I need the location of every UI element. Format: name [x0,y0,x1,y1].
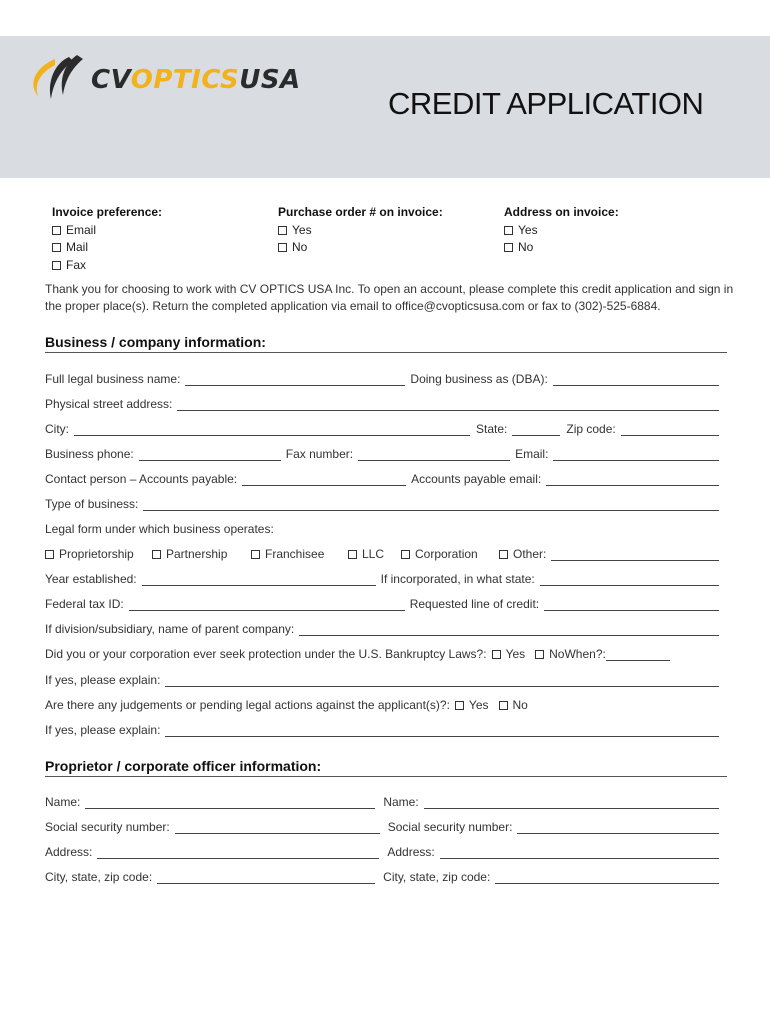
officer-ssn-label-2: Social security number: [387,820,513,834]
email-field[interactable] [553,449,719,461]
officer-address-label-1: Address: [45,845,93,859]
other-field[interactable] [551,549,719,561]
po-yes-option[interactable]: Yes [278,222,443,240]
officer-ssn-row [45,818,719,834]
po-no-option[interactable]: No [278,239,443,257]
dba-field[interactable] [553,374,719,386]
checkbox[interactable] [52,243,61,252]
street-field[interactable] [177,399,719,411]
contact-row [45,470,719,486]
bankruptcy-yes-option[interactable]: Yes [492,647,526,661]
city-field[interactable] [74,424,470,436]
ap-email-field[interactable] [546,474,719,486]
credit-line-field[interactable] [544,599,719,611]
legal-form-options-row [45,545,719,561]
tax-id-label: Federal tax ID: [45,597,124,611]
parent-company-label: If division/subsidiary, name of parent company: [45,622,295,636]
state-label: State: [476,422,508,436]
officer-name-field-2[interactable] [424,797,719,809]
checkbox[interactable] [504,226,513,235]
legal-name-row [45,370,719,386]
checkbox[interactable] [52,261,61,270]
when-label: When?: [564,647,606,661]
llc-option[interactable]: LLC [348,547,401,561]
officer-city-field-2[interactable] [495,872,719,884]
parent-company-row [45,620,719,636]
state-field[interactable] [512,424,560,436]
bankruptcy-label: Did you or your corporation ever seek protection under the U.S. Bankruptcy Laws?: [45,647,487,661]
officer-name-row [45,793,719,809]
po-preference-group [278,204,443,257]
judgements-yes-option[interactable]: Yes [455,698,489,712]
checkbox[interactable] [278,243,287,252]
checkbox[interactable] [45,550,54,559]
bankruptcy-explain-field[interactable] [165,675,719,687]
year-label: Year established: [45,572,137,586]
street-row [45,395,719,411]
officer-address-field-1[interactable] [97,847,379,859]
officer-address-label-2: Address: [387,845,435,859]
officer-city-label-1: City, state, zip code: [45,870,153,884]
checkbox[interactable] [348,550,357,559]
officer-ssn-field-2[interactable] [517,822,719,834]
legal-name-field[interactable] [185,374,405,386]
address-yes-option[interactable]: Yes [504,222,619,240]
when-field[interactable] [606,649,670,661]
checkbox[interactable] [52,226,61,235]
legal-form-row [45,520,719,536]
business-section-heading: Business / company information: [45,334,727,353]
incorporated-label: If incorporated, in what state: [380,572,535,586]
ap-email-label: Accounts payable email: [411,472,542,486]
tax-id-field[interactable] [129,599,405,611]
legal-name-label: Full legal business name: [45,372,181,386]
bankruptcy-explain-row [45,671,719,687]
tax-id-row [45,595,719,611]
swoosh-logo-icon [25,53,87,107]
business-type-row [45,495,719,511]
franchisee-option[interactable]: Franchisee [251,547,348,561]
officer-section-heading: Proprietor / corporate officer information: [45,758,727,777]
fax-label: Fax number: [285,447,354,461]
zip-field[interactable] [621,424,719,436]
proprietorship-option[interactable]: Proprietorship [45,547,152,561]
officer-city-label-2: City, state, zip code: [383,870,491,884]
corporation-option[interactable]: Corporation [401,547,499,561]
street-label: Physical street address: [45,397,173,411]
officer-name-label-1: Name: [45,795,81,809]
credit-line-label: Requested line of credit: [409,597,540,611]
dba-label: Doing business as (DBA): [410,372,548,386]
judgements-explain-field[interactable] [165,725,719,737]
judgements-explain-row [45,721,719,737]
business-type-field[interactable] [143,499,719,511]
city-row [45,420,719,436]
officer-city-row [45,868,719,884]
parent-company-field[interactable] [299,624,719,636]
officer-name-label-2: Name: [383,795,419,809]
officer-city-field-1[interactable] [157,872,375,884]
checkbox[interactable] [455,701,464,710]
officer-ssn-field-1[interactable] [175,822,380,834]
invoice-email-option[interactable]: Email [52,222,162,240]
officer-address-row [45,843,719,859]
legal-form-label: Legal form under which business operates: [45,522,274,536]
contact-label: Contact person – Accounts payable: [45,472,238,486]
invoice-fax-option[interactable]: Fax [52,257,162,275]
intro-paragraph: Thank you for choosing to work with CV OPTICS USA Inc. To open an account, please complete this credit application and sign in the proper place(s). Return the completed application via email to office@cvopticsusa.com or fax to (302)-525-6884. [45,282,734,313]
checkbox[interactable] [504,243,513,252]
page-title: CREDIT APPLICATION [388,86,704,121]
address-preference-heading: Address on invoice: [504,205,619,219]
company-logo [25,53,301,107]
checkbox[interactable] [251,550,260,559]
checkbox[interactable] [152,550,161,559]
bankruptcy-explain-label: If yes, please explain: [45,673,161,687]
invoice-preference-heading: Invoice preference: [52,205,163,219]
year-field[interactable] [142,574,376,586]
business-type-label: Type of business: [45,497,139,511]
bankruptcy-no-option[interactable]: No [535,647,564,661]
judgements-row [45,696,719,712]
other-option[interactable]: Other: [499,547,551,561]
officer-ssn-label-1: Social security number: [45,820,170,834]
checkbox[interactable] [499,550,508,559]
officer-name-field-1[interactable] [85,797,375,809]
logo-wordmark: CVOPTICSUSA [91,65,301,95]
checkbox[interactable] [278,226,287,235]
checkbox[interactable] [492,650,501,659]
year-row [45,570,719,586]
judgements-no-option[interactable]: No [499,698,528,712]
partnership-option[interactable]: Partnership [152,547,251,561]
bankruptcy-row [45,645,719,661]
phone-field[interactable] [139,449,281,461]
phone-row [45,445,719,461]
officer-address-field-2[interactable] [440,847,719,859]
zip-label: Zip code: [566,422,616,436]
address-preference-group [504,204,619,257]
incorporated-field[interactable] [540,574,719,586]
invoice-preference-group [52,204,162,274]
city-label: City: [45,422,69,436]
fax-field[interactable] [358,449,510,461]
checkbox[interactable] [499,701,508,710]
contact-field[interactable] [242,474,406,486]
invoice-mail-option[interactable]: Mail [52,239,162,257]
address-no-option[interactable]: No [504,239,619,257]
email-label: Email: [515,447,549,461]
judgements-explain-label: If yes, please explain: [45,723,161,737]
judgements-label: Are there any judgements or pending legal actions against the applicant(s)?: [45,698,450,712]
checkbox[interactable] [535,650,544,659]
checkbox[interactable] [401,550,410,559]
po-preference-heading: Purchase order # on invoice: [278,205,443,219]
phone-label: Business phone: [45,447,134,461]
